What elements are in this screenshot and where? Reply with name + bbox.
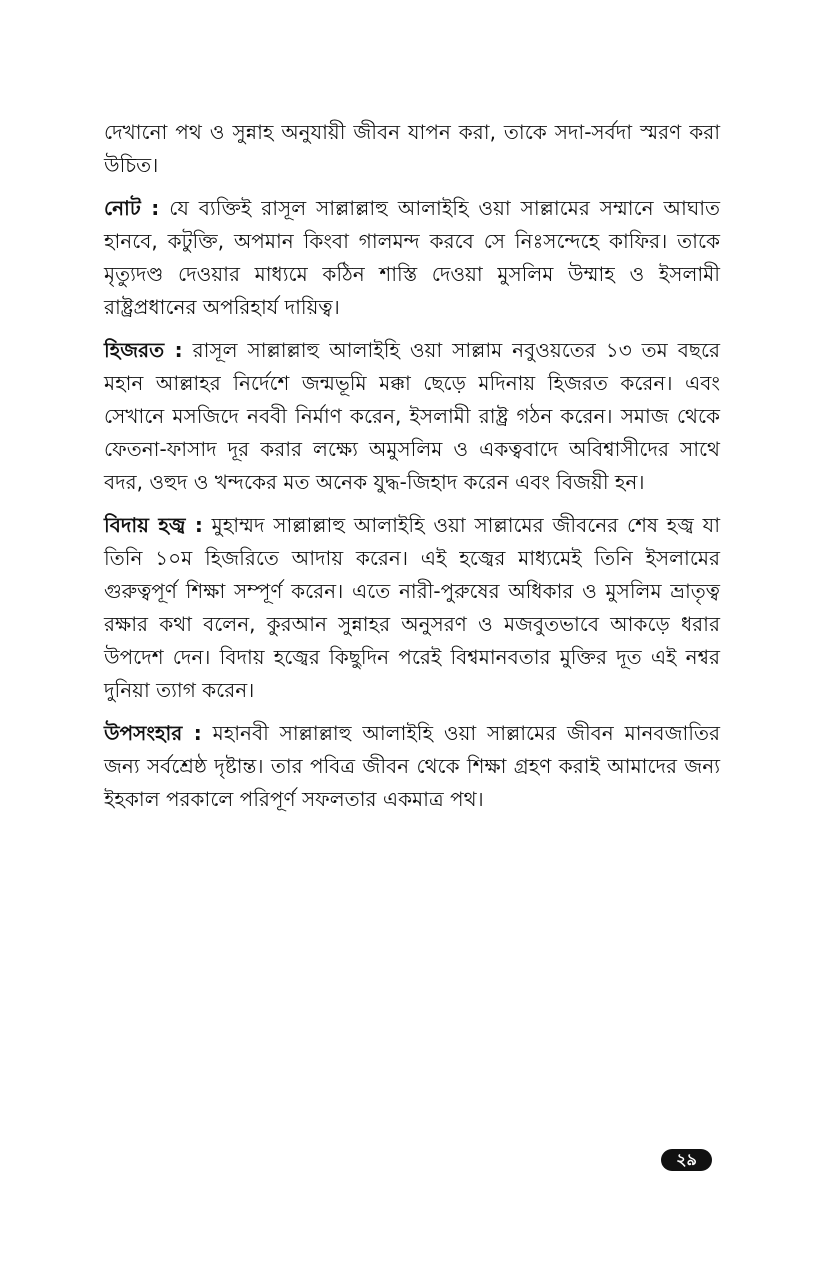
paragraph-text: মুহাম্মদ সাল্লাল্লাহু আলাইহি ওয়া সাল্লামের জীবনের শেষ হজ্ব যা তিনি ১০ম হিজরিতে আদায় করেন। এই হজ্বের মাধ্যমেই তিনি ইসলামের গুরুত্বপূর্ণ শিক্ষা সম্পূর্ণ করেন। এতে নারী-পুরুষের অধিকার ও মুসলিম ভ্রাতৃত্ব রক্ষার কথা বলেন, কুরআন সুন্নাহর অনুসরণ ও মজবুতভাবে আকড়ে ধরার উপদেশ দেন। বিদায় হজ্বের কিছুদিন পরেই বিশ্বমানবতার মুক্তির দূত এই নশ্বর দুনিয়া ত্যাগ করেন। xyxy=(104,513,721,702)
page-number: ২৯ xyxy=(661,1149,712,1171)
paragraph-heading: হিজরত : xyxy=(104,338,183,362)
note-paragraph xyxy=(104,192,720,324)
farewell-hajj-paragraph xyxy=(104,509,720,707)
paragraph-heading: বিদায় হজ্ব : xyxy=(104,513,203,537)
conclusion-paragraph xyxy=(104,717,720,816)
page-body xyxy=(104,116,720,826)
paragraph-heading: নোট : xyxy=(104,196,160,220)
paragraph-text: রাসূল সাল্লাল্লাহু আলাইহি ওয়া সাল্লাম নবুওয়তের ১৩ তম বছরে মহান আল্লাহর নির্দেশে জন্মভূমি মক্কা ছেড়ে মদিনায় হিজরত করেন। এবং সেখানে মসজিদে নববী নির্মাণ করেন, ইসলামী রাষ্ট্র গঠন করেন। সমাজ থেকে ফেতনা-ফাসাদ দূর করার লক্ষ্যে অমুসলিম ও একত্ববাদে অবিশ্বাসীদের সাথে বদর, ওহুদ ও খন্দকের মত অনেক যুদ্ধ-জিহাদ করেন এবং বিজয়ী হন। xyxy=(104,338,721,494)
paragraph-heading: উপসংহার : xyxy=(104,721,202,745)
paragraph-text: দেখানো পথ ও সুন্নাহ অনুযায়ী জীবন যাপন করা, তাকে সদা-সর্বদা স্মরণ করা উচিত। xyxy=(104,120,720,177)
paragraph-text: যে ব্যক্তিই রাসূল সাল্লাল্লাহু আলাইহি ওয়া সাল্লামের সম্মানে আঘাত হানবে, কটুক্তি, অপমান কিংবা গালমন্দ করবে সে নিঃসন্দেহে কাফির। তাকে মৃত্যুদণ্ড দেওয়ার মাধ্যমে কঠিন শাস্তি দেওয়া মুসলিম উম্মাহ ও ইসলামী রাষ্ট্রপ্রধানের অপরিহার্য দায়িত্ব। xyxy=(104,196,721,319)
continuation-paragraph xyxy=(104,116,720,182)
paragraph-text: মহানবী সাল্লাল্লাহু আলাইহি ওয়া সাল্লামের জীবন মানবজাতির জন্য সর্বশ্রেষ্ঠ দৃষ্টান্ত। তার পবিত্র জীবন থেকে শিক্ষা গ্রহণ করাই আমাদের জন্য ইহকাল পরকালে পরিপূর্ণ সফলতার একমাত্র পথ। xyxy=(104,721,720,811)
hijrat-paragraph xyxy=(104,334,720,499)
